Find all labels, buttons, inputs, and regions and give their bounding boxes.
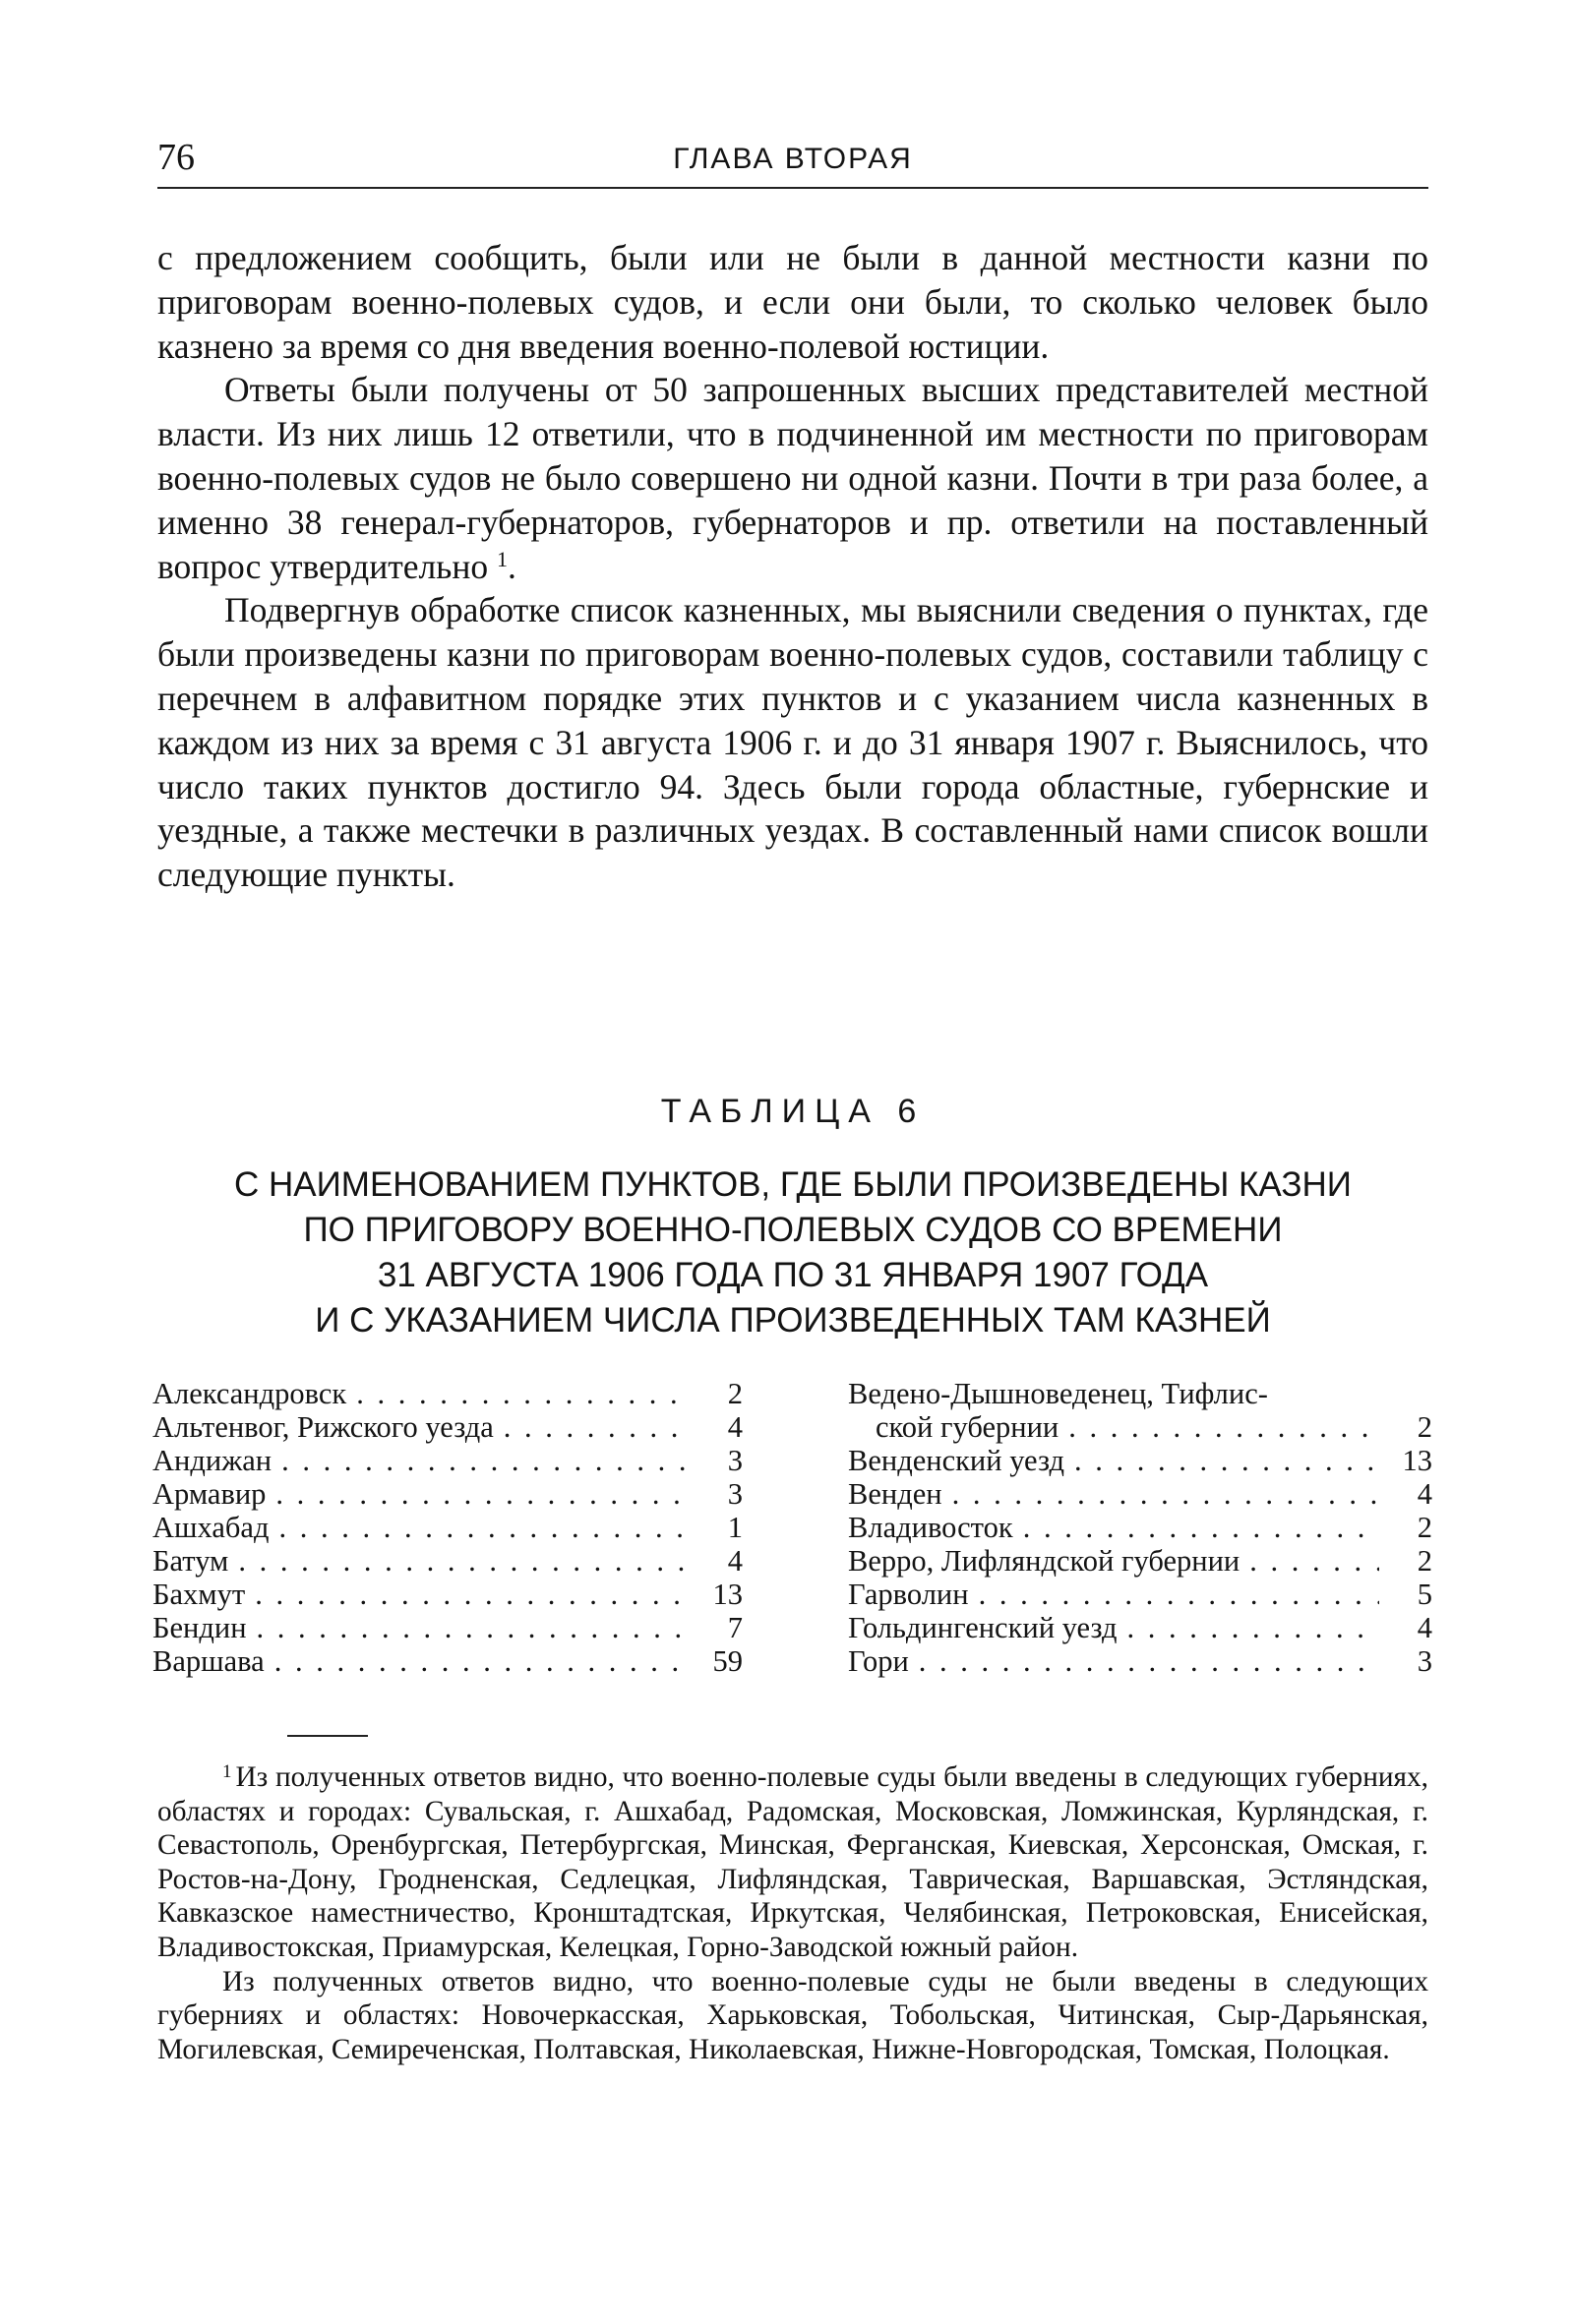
dot-leader	[1023, 1511, 1379, 1544]
table-right-column	[848, 1377, 1432, 1678]
dot-leader	[979, 1578, 1379, 1611]
paragraph-1: с предложением сообщить, были или не были в данной местности казни по приговорам военно-полевых судов, и если они были, то сколько человек было казнено за время со дня введения военно-полевой юстиции.	[157, 238, 1428, 366]
dot-leader	[1126, 1611, 1379, 1644]
execution-count: 3	[727, 1444, 743, 1477]
execution-count: 13	[1402, 1444, 1432, 1477]
table-title	[157, 1162, 1428, 1343]
table-row	[152, 1578, 743, 1611]
table-row	[152, 1511, 743, 1544]
place-name: Андижан	[152, 1444, 272, 1477]
execution-count: 5	[1417, 1578, 1432, 1611]
dot-leader	[278, 1511, 690, 1544]
place-name: Армавир	[152, 1477, 267, 1511]
table-row	[152, 1410, 743, 1444]
table-title-line: И С УКАЗАНИЕМ ЧИСЛА ПРОИЗВЕДЕННЫХ ТАМ КАЗНЕЙ	[315, 1301, 1271, 1340]
place-name: Гарволин	[848, 1578, 969, 1611]
footnotes	[157, 1760, 1428, 2066]
paragraph-2	[157, 368, 1428, 588]
dot-leader	[255, 1578, 690, 1611]
header-rule	[157, 187, 1428, 189]
dot-leader	[274, 1644, 690, 1678]
execution-count: 59	[712, 1644, 743, 1678]
place-name: Венден	[848, 1477, 942, 1511]
table-title-line: С НАИМЕНОВАНИЕМ ПУНКТОВ, ГДЕ БЫЛИ ПРОИЗВЕДЕНЫ КАЗНИ	[234, 1165, 1352, 1204]
table-row	[848, 1477, 1432, 1511]
table-row	[848, 1410, 1432, 1444]
table-row	[848, 1511, 1432, 1544]
table-row	[152, 1477, 743, 1511]
table-row	[152, 1444, 743, 1477]
dot-leader	[275, 1477, 690, 1511]
execution-count: 2	[1417, 1544, 1432, 1578]
place-name: Александровск	[152, 1377, 347, 1410]
body-text	[157, 236, 1428, 897]
running-head	[157, 136, 1428, 185]
footnote-rule	[287, 1735, 368, 1737]
dot-leader	[356, 1377, 690, 1410]
dot-leader	[919, 1644, 1379, 1678]
dot-leader	[952, 1477, 1379, 1511]
table-row	[848, 1611, 1432, 1644]
table-row	[152, 1377, 743, 1410]
dot-leader	[1068, 1410, 1379, 1444]
dot-leader	[281, 1444, 690, 1477]
place-name: Бахмут	[152, 1578, 246, 1611]
place-name: Альтенвог, Рижского уезда	[152, 1410, 494, 1444]
execution-count: 13	[712, 1578, 743, 1611]
execution-count: 4	[727, 1544, 743, 1578]
table-row	[848, 1644, 1432, 1678]
place-name: Гольдингенский уезд	[848, 1611, 1118, 1644]
table-row	[152, 1544, 743, 1578]
execution-count: 2	[727, 1377, 743, 1410]
paragraph-2-end: .	[508, 546, 516, 586]
execution-count: 2	[1417, 1410, 1432, 1444]
table-title-line: ПО ПРИГОВОРУ ВОЕННО-ПОЛЕВЫХ СУДОВ СО ВРЕМЕНИ	[303, 1211, 1283, 1249]
table-row	[848, 1444, 1432, 1477]
table-title-line: 31 АВГУСТА 1906 ГОДА ПО 31 ЯНВАРЯ 1907 ГОДА	[377, 1256, 1209, 1294]
dot-leader	[257, 1611, 690, 1644]
dot-leader	[1249, 1544, 1379, 1578]
place-name: Венденский уезд	[848, 1444, 1064, 1477]
dot-leader	[238, 1544, 690, 1578]
footnote-ref: 1	[497, 546, 508, 571]
table-row	[848, 1544, 1432, 1578]
footnote-1-continued: Из полученных ответов видно, что военно-полевые суды не были введены в следующих губерниях и областях: Новочеркасская, Харьковская, Тобольская, Читинская, Сыр-Дарьянская, Могилевская, Семиреченская, Полтавская, Николаевская, Нижне-Новгородская, Томская, Полоцкая.	[157, 1965, 1428, 2065]
footnote-marker: 1	[222, 1761, 232, 1782]
execution-count: 2	[1417, 1511, 1432, 1544]
place-name: Верро, Лифляндской губернии	[848, 1544, 1240, 1578]
execution-count: 7	[727, 1611, 743, 1644]
table-row	[152, 1644, 743, 1678]
footnote-1-text: Из полученных ответов видно, что военно-полевые суды были введены в следующих губерниях, областях и городах: Сувальская, г. Ашхабад, Радомская, Московская, Ломжинская, Курляндская, г. Севастополь, Оренбургская, Петербургская, Минская, Ферганская, Киевская, Херсонская, Омская, г. Ростов-на-Дону, Гродненская, Седлецкая, Лифляндская, Таврическая, Варшавская, Эстляндская, Кавказское наместничество, Кронштадтская, Иркутская, Челябинская, Петроковская, Енисейская, Владивостокская, Приамурская, Келецкая, Горно-Заводской южный район.	[157, 1761, 1428, 1963]
place-name-continued: ской губернии	[876, 1410, 1059, 1444]
chapter-title: ГЛАВА ВТОРАЯ	[673, 143, 913, 175]
place-name: Батум	[152, 1544, 229, 1578]
dot-leader	[1074, 1444, 1379, 1477]
table-row	[848, 1377, 1432, 1410]
execution-count: 3	[727, 1477, 743, 1511]
paragraph-2-text: Ответы были получены от 50 запрошенных высших представителей местной власти. Из них лишь 12 ответили, что в подчиненной им местности по приговорам военно-полевых судов не было совершено ни одной казни. Почти в три раза более, а именно 38 генерал-губернаторов, губернаторов и пр. ответили на поставленный вопрос утвердительно	[157, 370, 1428, 586]
place-name: Гори	[848, 1644, 909, 1678]
place-name: Владивосток	[848, 1511, 1013, 1544]
table-left-column	[152, 1377, 743, 1678]
footnote-1	[157, 1760, 1428, 1965]
execution-count: 4	[1417, 1477, 1432, 1511]
execution-count: 1	[727, 1511, 743, 1544]
paragraph-3: Подвергнув обработке список казненных, мы выяснили сведения о пунктах, где были произведены казни по приговорам военно-полевых судов, составили таблицу с перечнем в алфавитном порядке этих пунктов и с указанием числа казненных в каждом из них за время с 31 августа 1906 г. и до 31 января 1907 г. Выяснилось, что число таких пунктов достигло 94. Здесь были города областные, губернские и уездные, а также местечки в различных уездах. В составленный нами список вошли следующие пункты.	[157, 590, 1428, 895]
page-number: 76	[157, 137, 195, 178]
place-name: Ведено-Дышноведенец, Тифлис-	[848, 1377, 1268, 1410]
dot-leader	[504, 1410, 690, 1444]
table-row	[152, 1611, 743, 1644]
execution-count: 4	[1417, 1611, 1432, 1644]
table-label: ТАБЛИЦА 6	[660, 1093, 926, 1130]
place-name: Варшава	[152, 1644, 265, 1678]
table-row	[848, 1578, 1432, 1611]
place-name: Ашхабад	[152, 1511, 270, 1544]
execution-count: 4	[727, 1410, 743, 1444]
place-name: Бендин	[152, 1611, 247, 1644]
execution-count: 3	[1417, 1644, 1432, 1678]
